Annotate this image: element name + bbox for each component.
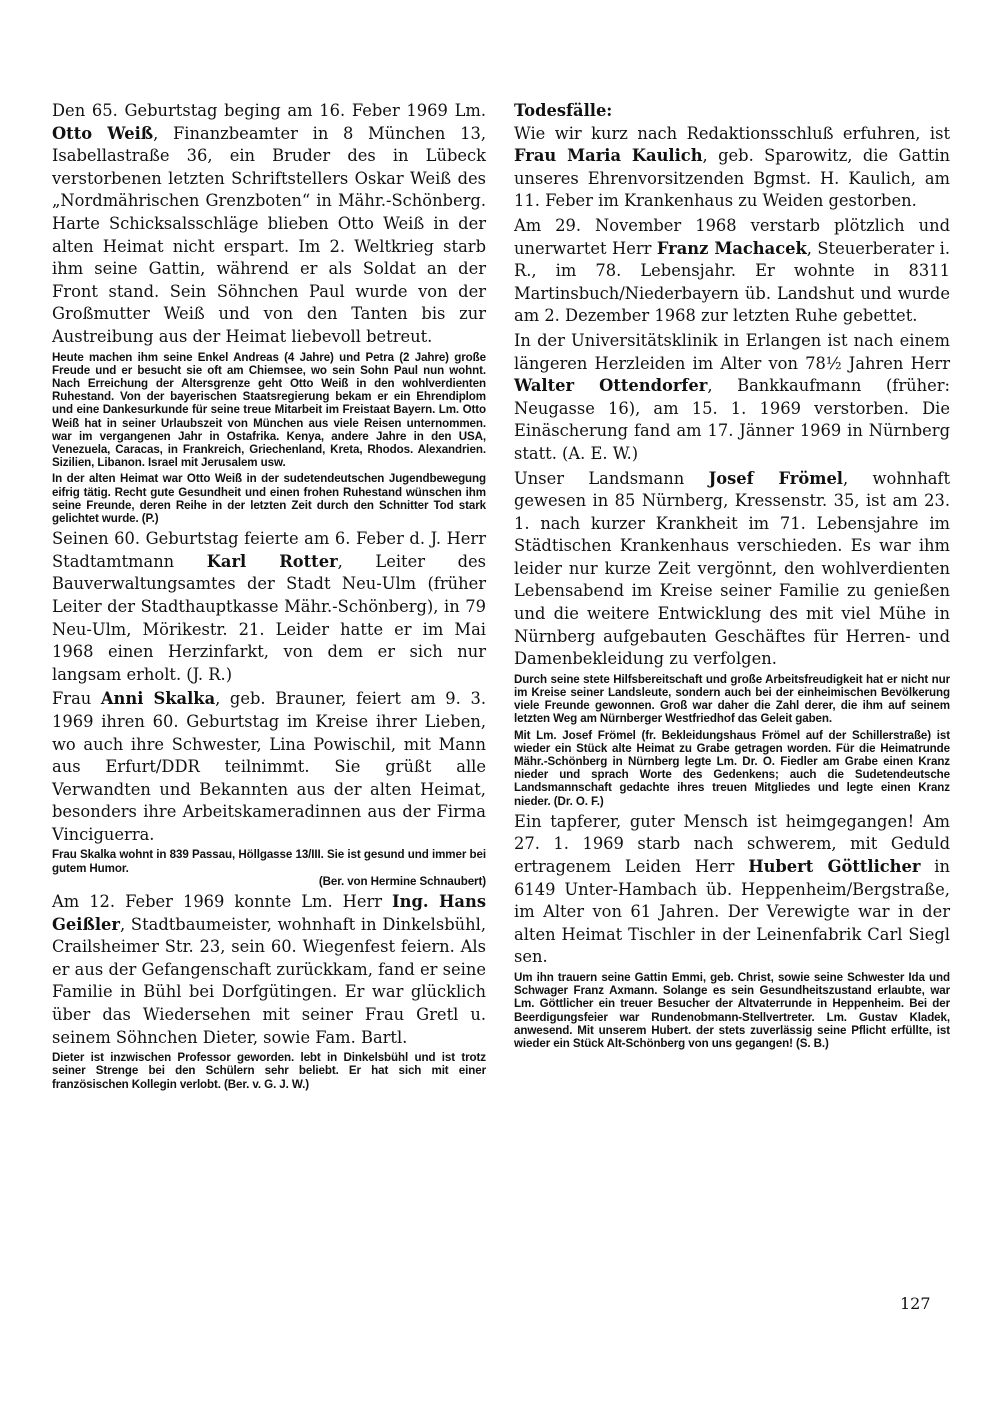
note-credit: (Ber. von Hermine Schnaubert) — [318, 874, 486, 888]
article-maria-kaulich — [514, 123, 950, 213]
text: , Bankkaufmann (früher: Neugasse 16), am 15. 1. 1969 verstorben. Die Einäscherung fand am 17. Jänner 1969 in Nürnberg statt. (A. E. W.) — [514, 376, 950, 463]
text: , Steuerberater i. R., im 78. Lebensjahr. Er wohnte in 8311 Martinsbuch/Niederbayern üb. Landshut und wurde am 2. Dezember 1968 zur letzten Ruhe gebettet. — [514, 238, 950, 326]
article-anni-skalka — [52, 688, 486, 846]
article-josef-froemel — [514, 468, 950, 671]
person-name: Franz Machacek — [656, 238, 807, 258]
article-hubert-goettlicher — [514, 811, 950, 969]
text: in 6149 Unter-Hambach üb. Heppenheim/Bergstraße, im Alter von 61 Jahren. Der Verewigte war in der alten Heimat Tischler in der Leinenfabrik Carl Siegl sen. — [514, 857, 950, 967]
note-hubert-goettlicher: Um ihn trauern seine Gattin Emmi, geb. Christ, sowie seine Schwester Ida und Schwager Franz Axmann. Solange es sein Gesundheitszustand erlaubte, war Lm. Göttlicher ein treuer Besucher der Altvaterrunde in Heppenheim. Bei der Beerdigungsfeier war Rundenobmann-Stellvertreter. Lm. Gustav Kladek, anwesend. Mit unserem Hubert. der stets zuverlässig seine Pflicht erfüllte, ist wieder ein Stück Alt-Schönberg von uns gegangen! (S. B.) — [514, 971, 950, 1051]
page-number: 127 — [900, 1294, 931, 1313]
text: In der Universitätsklinik in Erlangen ist nach einem längeren Herzleiden im Alter von 78½ Jahren Herr — [514, 330, 950, 373]
note-anni-skalka: Frau Skalka wohnt in 839 Passau, Höllgasse 13/III. Sie ist gesund und immer bei gutem Humor. — [52, 848, 486, 875]
text: Den 65. Geburtstag beging am 16. Feber 1969 Lm. — [52, 101, 486, 120]
text: , Leiter des Bauverwaltungsamtes der Stadt Neu-Ulm (früher Leiter der Stadthauptkasse Mähr.-Schönberg), in 79 Neu-Ulm, Mörikestr. 21. Leider hatte er im Mai 1968 einen Herzinfarkt, von dem er sich nur langsam erholt. (J. R.) — [52, 551, 486, 684]
person-name: Karl Rotter — [206, 551, 338, 571]
person-name: Hubert Göttlicher — [748, 857, 921, 877]
note-josef-froemel-1: Durch seine stete Hilfsbereitschaft und große Arbeitsfreudigkeit hat er nicht nur im Kreise seiner Landsleute, sondern auch bei der einheimischen Bevölkerung viele Freunde gewonnen. Groß war daher die Zahl derer, die ihm auf seinem letzten Weg am Nürnberger Westfriedhof das Geleit gaben. — [514, 672, 950, 726]
article-karl-rotter — [52, 528, 486, 686]
text: , wohnhaft gewesen in 85 Nürnberg, Kressenstr. 35, ist am 23. 1. nach kurzer Krankheit im 71. Lebensjahre im Städtischen Krankenhaus verschieden. Es war ihm leider nur kurze Zeit vergönnt, den wohlverdienten Lebensabend im Kreise seiner Familie zu genießen und die weitere Entwicklung des mit viel Mühe in Nürnberg aufgebauten Geschäftes für Herren- und Damenbekleidung zu verfolgen. — [514, 468, 950, 669]
text: Unser Landsmann — [514, 468, 709, 488]
text: Seinen 60. Geburtstag feierte am 6. Feber d. J. Herr Stadtamtmann — [52, 529, 486, 571]
person-name: Walter Ottendorfer — [514, 376, 708, 396]
person-name: Otto Weiß — [52, 123, 154, 143]
text: Ein tapferer, guter Mensch ist heimgegangen! Am 27. 1. 1969 starb nach schwerem, mit Geduld ertragenem Leiden Herr — [514, 811, 950, 877]
text: Wie wir kurz nach Redaktionsschluß erfuhren, ist — [514, 123, 950, 143]
left-column — [52, 100, 486, 1094]
article-walter-ottendorfer — [514, 330, 950, 466]
text: Am 12. Feber 1969 konnte Lm. Herr — [52, 892, 393, 912]
text: , geb. Brauner, feiert am 9. 3. 1969 ihren 60. Geburtstag im Kreise ihrer Lieben, wo auch ihre Schwester, Lina Powischil, mit Mann aus Erfurt/DDR teilnimmt. Sie grüßt alle Verwandten und Bekannten aus der alten Heimat, besonders ihre Arbeitskameradinnen aus der Firma Vinciguerra. — [52, 689, 486, 844]
article-otto-weiss — [52, 100, 486, 349]
right-column — [514, 100, 950, 1053]
note-josef-froemel-2: Mit Lm. Josef Frömel (fr. Bekleidungshaus Frömel auf der Schillerstraße) ist wieder ein Stück alte Heimat zu Grabe getragen worden. Für die Heimatrunde Mähr.-Schönberg in Nürnberg legte Lm. Dr. O. Fiedler am Grabe einen Kranz nieder und sprach Worte des Gedenkens; auch die Sudetendeutsche Landsmannschaft gedachte ihres treuen Mitgliedes und legte einen Kranz nieder. (Dr. O. F.) — [514, 728, 950, 808]
note-otto-weiss-1: Heute machen ihm seine Enkel Andreas (4 Jahre) und Petra (2 Jahre) große Freude und er besucht sie oft am Chiemsee, wo sein Sohn Paul nun wohnt. Nach Erreichung der Altersgrenze geht Otto Weiß in den wohlverdienten Ruhestand. Von der bayerischen Staatsregierung bekam er ein Ehrendiplom und eine Dankesurkunde für seine treue Mitarbeit im Freistaat Bayern. Lm. Otto Weiß hat in seiner Urlaubszeit von München aus viele Reisen unternommen. war im vergangenen Jahr in Ostafrika. Kenya, andere Jahre in den USA, Venezuela, Caracas, in Frankreich, Griechenland, Kreta, Rhodos. Alexandrien. Sizilien, Libanon. Israel mit Jerusalem usw. — [52, 350, 486, 470]
text: , Stadtbaumeister, wohnhaft in Dinkelsbühl, Crailsheimer Str. 23, sein 60. Wiegenfest feiern. Als er aus der Gefangenschaft zurückkam, fand er seine Familie in Bühl bei Dorfgütingen. Er war glücklich über das Wiedersehen mit seiner Frau Gretl u. seinem Söhnchen Dieter, sowie Fam. Bartl. — [52, 914, 486, 1047]
note-otto-weiss-2: In der alten Heimat war Otto Weiß in der sudetendeutschen Jugendbewegung eifrig tätig. Recht gute Gesundheit und einen frohen Ruhestand wünschen ihm seine Freunde, deren Reihe in der letzten Zeit durch den Schnitter Tod stark gelichtet wurde. (P.) — [52, 472, 486, 525]
article-franz-machacek — [514, 215, 950, 328]
article-hans-geissler — [52, 891, 486, 1049]
text: Am 29. November 1968 verstarb plötzlich und unerwartet Herr — [514, 215, 950, 258]
text: , Finanzbeamter in 8 München 13, Isabellastraße 36, ein Bruder des in Lübeck verstorbenen letzten Schriftstellers Oskar Weiß des „Nordmährischen Grenzboten“ in Mähr.-Schönberg. Harte Schicksalsschläge blieben Otto Weiß in der alten Heimat nicht erspart. Im 2. Weltkrieg starb ihm seine Gattin, während er als Soldat an der Front stand. Sein Söhnchen Paul wurde von der Großmutter Weiß und von den Tanten bis zur Austreibung aus der Heimat liebevoll betreut. — [52, 123, 486, 346]
note-hans-geissler: Dieter ist inzwischen Professor geworden. lebt in Dinkelsbühl und ist trotz seiner Strenge bei den Schülern sehr beliebt. Er hat sich mit einer französischen Kollegin verlobt. (Ber. v. G. J. W.) — [52, 1051, 486, 1091]
person-name: Ing. Hans Geißler — [52, 892, 486, 934]
person-name: Josef Frömel — [708, 468, 843, 488]
person-name: Frau Maria Kaulich — [514, 146, 703, 166]
section-heading-todesfaelle: Todesfälle: — [514, 101, 613, 120]
text: Frau — [52, 689, 101, 709]
person-name: Anni Skalka — [100, 689, 216, 709]
text: , geb. Sparowitz, die Gattin unseres Ehrenvorsitzenden Bgmst. H. Kaulich, am 11. Feber im Krankenhaus zu Weiden gestorben. — [514, 146, 950, 211]
